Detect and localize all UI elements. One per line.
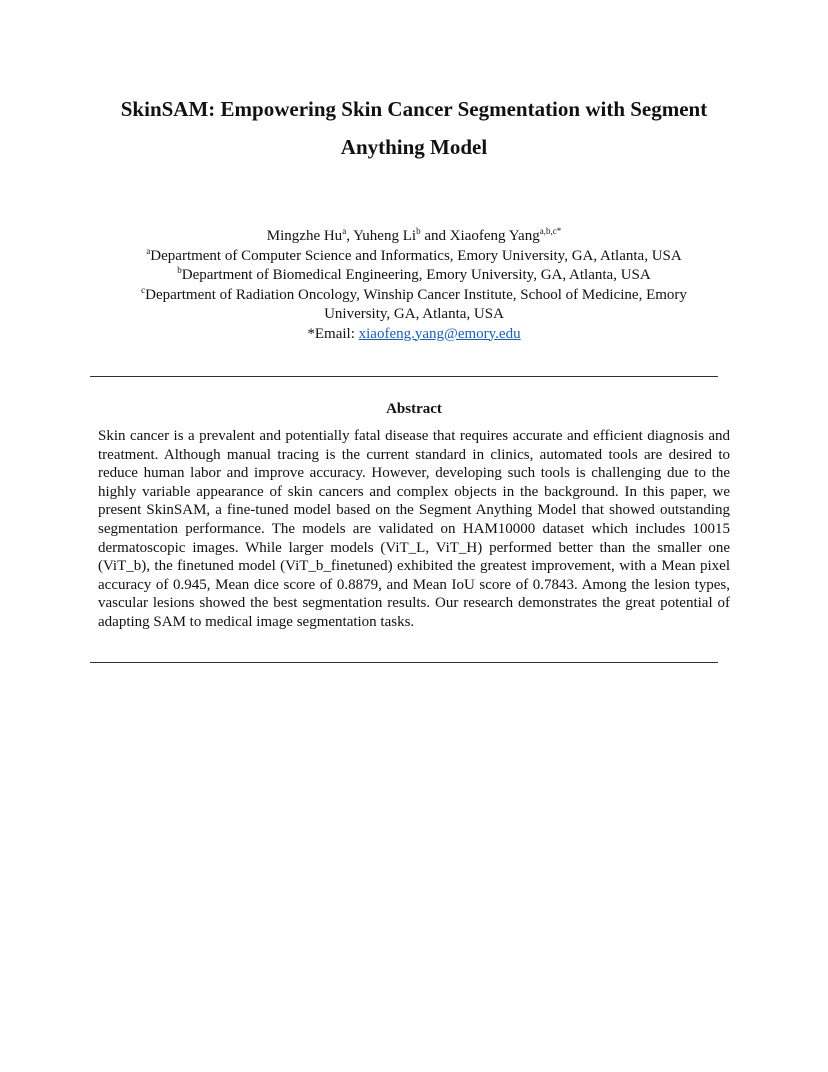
email-link[interactable]: xiaofeng.yang@emory.edu xyxy=(358,325,521,342)
top-divider xyxy=(90,376,718,377)
affiliation-b xyxy=(90,266,738,286)
abstract-body: Skin cancer is a prevalent and potentially fatal disease that requires accurate and efficient diagnosis and treatment. Although manual tracing is the current standard in clinics, automated tools are desired to reduce human labor and improve accuracy. However, developing such tools is challenging due to the highly variable appearance of skin cancers and complex objects in the background. In this paper, we present SkinSAM, a fine-tuned model based on the Segment Anything Model that showed outstanding segmentation performance. The models are validated on HAM10000 dataset which includes 10015 dermatoscopic images. While larger models (ViT_L, ViT_H) performed better than the smaller one (ViT_b), the finetuned model (ViT_b_finetuned) exhibited the greatest improvement, with a Mean pixel accuracy of 0.945, Mean dice score of 0.8879, and Mean IoU score of 0.7843. Among the lesion types, vascular lesions showed the best segmentation results. Our research demonstrates the great potential of adapting SAM to medical image segmentation tasks. xyxy=(98,428,730,630)
affiliation-superscript: a xyxy=(146,245,151,256)
affiliation-text: Department of Biomedical Engineering, Emory University, GA, Atlanta, USA xyxy=(181,267,651,283)
bottom-divider xyxy=(90,662,718,663)
affiliation-text: Department of Computer Science and Informatics, Emory University, GA, Atlanta, USA xyxy=(150,247,682,264)
author-list xyxy=(90,227,738,247)
affiliation-a xyxy=(90,247,738,267)
email-line xyxy=(90,325,738,345)
affiliation-text: Department of Radiation Oncology, Winship Cancer Institute, School of Medicine, Emory xyxy=(145,286,687,303)
author-block xyxy=(90,227,738,344)
affiliation-superscript: c xyxy=(141,284,146,295)
author-separator: , xyxy=(346,228,354,244)
author-name: Mingzhe Hu xyxy=(266,228,343,244)
author-superscript: a,b,c* xyxy=(539,226,562,236)
author-name: and Xiaofeng Yang xyxy=(420,228,540,244)
author-superscript: b xyxy=(416,226,421,236)
abstract-heading: Abstract xyxy=(386,401,442,417)
affiliation-c-continuation: University, GA, Atlanta, USA xyxy=(324,306,504,322)
title-line-2: Anything Model xyxy=(340,135,488,159)
email-label: *Email: xyxy=(307,325,359,342)
author-superscript: a xyxy=(342,226,347,236)
affiliation-superscript: b xyxy=(177,265,182,275)
author-name: Yuheng Li xyxy=(353,228,417,244)
paper-title xyxy=(90,90,738,166)
affiliation-c xyxy=(90,286,738,306)
title-line-1: SkinSAM: Empowering Skin Cancer Segmentation with Segment xyxy=(120,97,708,121)
